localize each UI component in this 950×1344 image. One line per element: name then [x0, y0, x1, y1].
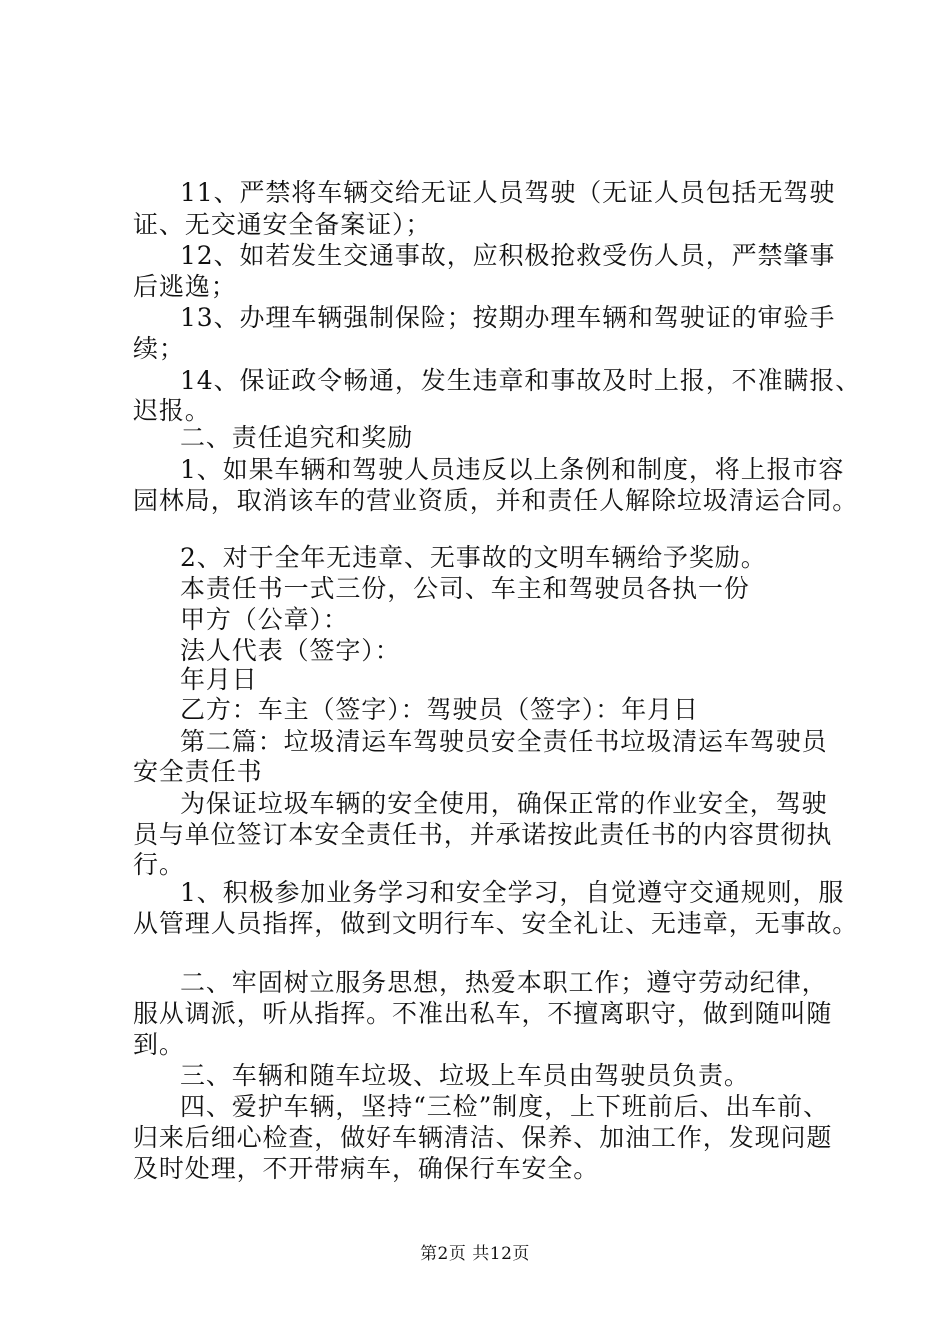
paragraph-line: 及时处理，不开带病车，确保行车安全。	[133, 1154, 600, 1183]
signature-line: 甲方（公章）：	[180, 605, 349, 634]
paragraph-line: 从管理人员指挥，做到文明行车、安全礼让、无违章，无事故。	[133, 909, 859, 938]
paragraph-line: 归来后细心检查，做好车辆清洁、保养、加油工作，发现问题	[133, 1123, 833, 1152]
paragraph-line: 为保证垃圾车辆的安全使用，确保正常的作业安全，驾驶	[180, 789, 828, 818]
paragraph-line: 11、严禁将车辆交给无证人员驾驶（无证人员包括无驾驶	[180, 178, 836, 207]
paragraph-line: 1、积极参加业务学习和安全学习，自觉遵守交通规则，服	[180, 878, 845, 907]
paragraph-line: 园林局，取消该车的营业资质，并和责任人解除垃圾清运合同。	[133, 486, 859, 515]
paragraph-line: 后逃逸；	[133, 272, 237, 301]
paragraph-line: 行。	[133, 850, 185, 879]
paragraph-line: 三、车辆和随车垃圾、垃圾上车员由驾驶员负责。	[180, 1061, 750, 1090]
section-heading: 二、责任追究和奖励	[180, 423, 414, 452]
paragraph-line: 12、如若发生交通事故，应积极抢救受伤人员，严禁肇事	[180, 241, 836, 270]
paragraph-line: 证、无交通安全备案证）；	[133, 210, 432, 239]
paragraph-line: 员与单位签订本安全责任书，并承诺按此责任书的内容贯彻执	[133, 820, 833, 849]
paragraph-line: 2、对于全年无违章、无事故的文明车辆给予奖励。	[180, 543, 767, 572]
chapter-title: 安全责任书	[133, 757, 263, 786]
paragraph-line: 迟报。	[133, 396, 211, 425]
page-footer: 第2页 共12页	[420, 1244, 530, 1264]
paragraph-line: 14、保证政令畅通，发生违章和事故及时上报，不准瞒报、	[180, 366, 862, 395]
paragraph-line: 1、如果车辆和驾驶人员违反以上条例和制度，将上报市容	[180, 455, 845, 484]
chapter-title: 第二篇：垃圾清运车驾驶员安全责任书垃圾清运车驾驶员	[180, 727, 828, 756]
signature-line: 法人代表（签字）：	[180, 636, 401, 665]
paragraph-line: 续；	[133, 334, 185, 363]
paragraph-line: 二、牢固树立服务思想，热爱本职工作；遵守劳动纪律，	[180, 968, 828, 997]
paragraph-line: 到。	[133, 1030, 185, 1059]
paragraph-line: 本责任书一式三份，公司、车主和驾驶员各执一份	[180, 574, 750, 603]
paragraph-line: 四、爱护车辆，坚持“三检”制度，上下班前后、出车前、	[180, 1092, 829, 1121]
paragraph-line: 服从调派，听从指挥。不准出私车，不擅离职守，做到随叫随	[133, 999, 833, 1028]
signature-line: 乙方：车主（签字）：驾驶员（签字）：年月日	[180, 695, 699, 724]
paragraph-line: 13、办理车辆强制保险；按期办理车辆和驾驶证的审验手	[180, 303, 836, 332]
date-line: 年月日	[180, 665, 258, 694]
